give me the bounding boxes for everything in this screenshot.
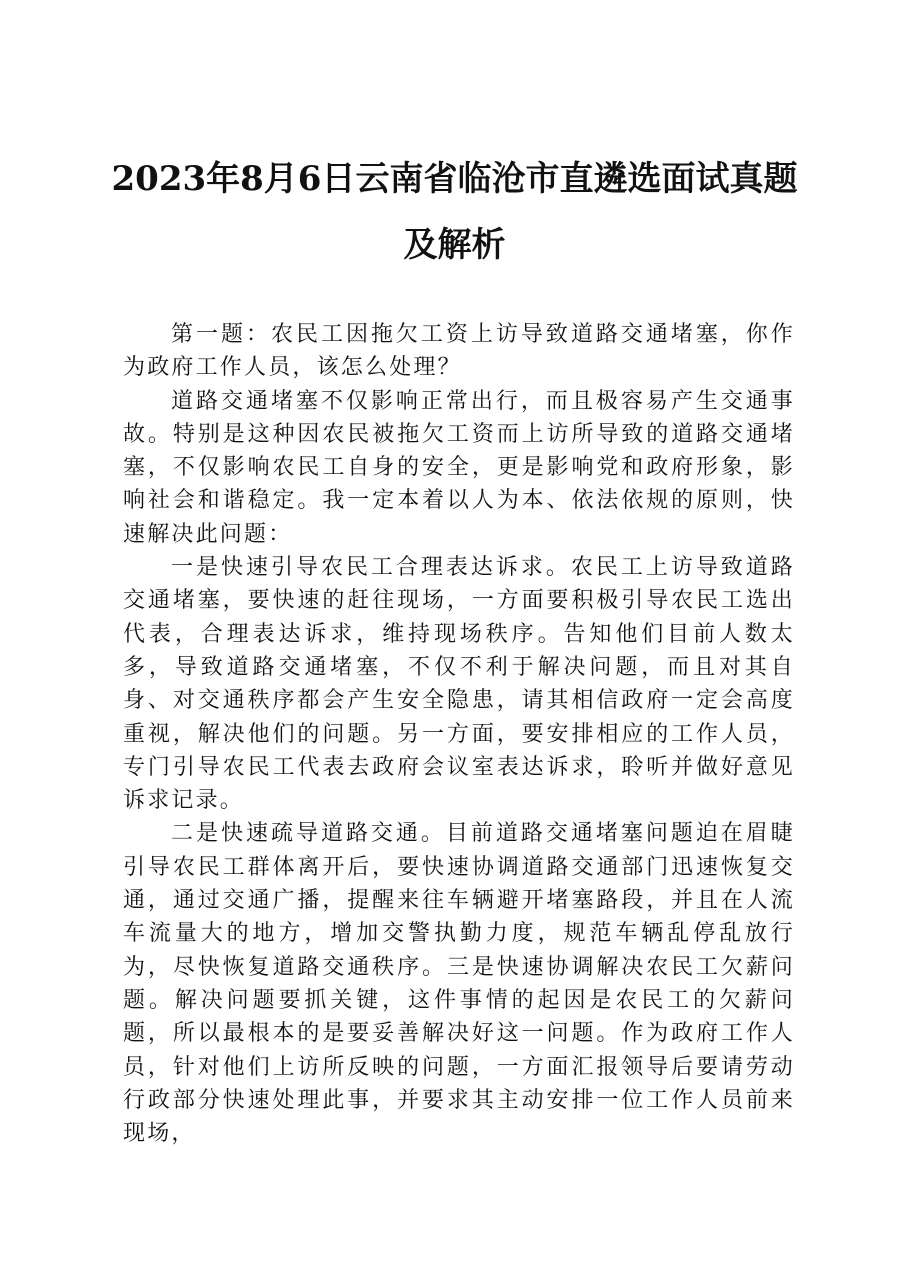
intro-paragraph: 道路交通堵塞不仅影响正常出行，而且极容易产生交通事故。特别是这种因农民被拖欠工资而上访所导致的道路交通堵塞，不仅影响农民工自身的安全，更是影响党和政府形象，影响社会和谐稳定。我一定本着以人为本、依法依规的原则，快速解决此问题： [123,388,795,547]
document-title-line-1: 2023年8月6日云南省临沧市直遴选面试真题 [111,159,798,199]
point-one-paragraph: 一是快速引导农民工合理表达诉求。农民工上访导致道路交通堵塞，要快速的赶往现场，一方面要积极引导农民工选出代表，合理表达诉求，维持现场秩序。告知他们目前人数太多，导致道路交通堵塞，不仅不利于解决问题，而且对其自身、对交通秩序都会产生安全隐患，请其相信政府一定会高度重视，解决他们的问题。另一方面，要安排相应的工作人员，专门引导农民工代表去政府会议室表达诉求，聆听并做好意见诉求记录。 [123,555,795,814]
document-title-line-2: 及解析 [403,225,506,265]
question-paragraph: 第一题：农民工因拖欠工资上访导致道路交通堵塞，你作为政府工作人员，该怎么处理？ [123,322,795,381]
point-two-three-paragraph: 二是快速疏导道路交通。目前道路交通堵塞问题迫在眉睫引导农民工群体离开后，要快速协调道路交通部门迅速恢复交通，通过交通广播，提醒来往车辆避开堵塞路段，并且在人流车流量大的地方，增加交警执勤力度，规范车辆乱停乱放行为，尽快恢复道路交通秩序。三是快速协调解决农民工欠薪问题。解决问题要抓关键，这件事情的起因是农民工的欠薪问题，所以最根本的是要妥善解决好这一问题。作为政府工作人员，针对他们上访所反映的问题，一方面汇报领导后要请劳动行政部分快速处理此事，并要求其主动安排一位工作人员前来现场， [123,821,795,1147]
document-body [123,318,795,1150]
